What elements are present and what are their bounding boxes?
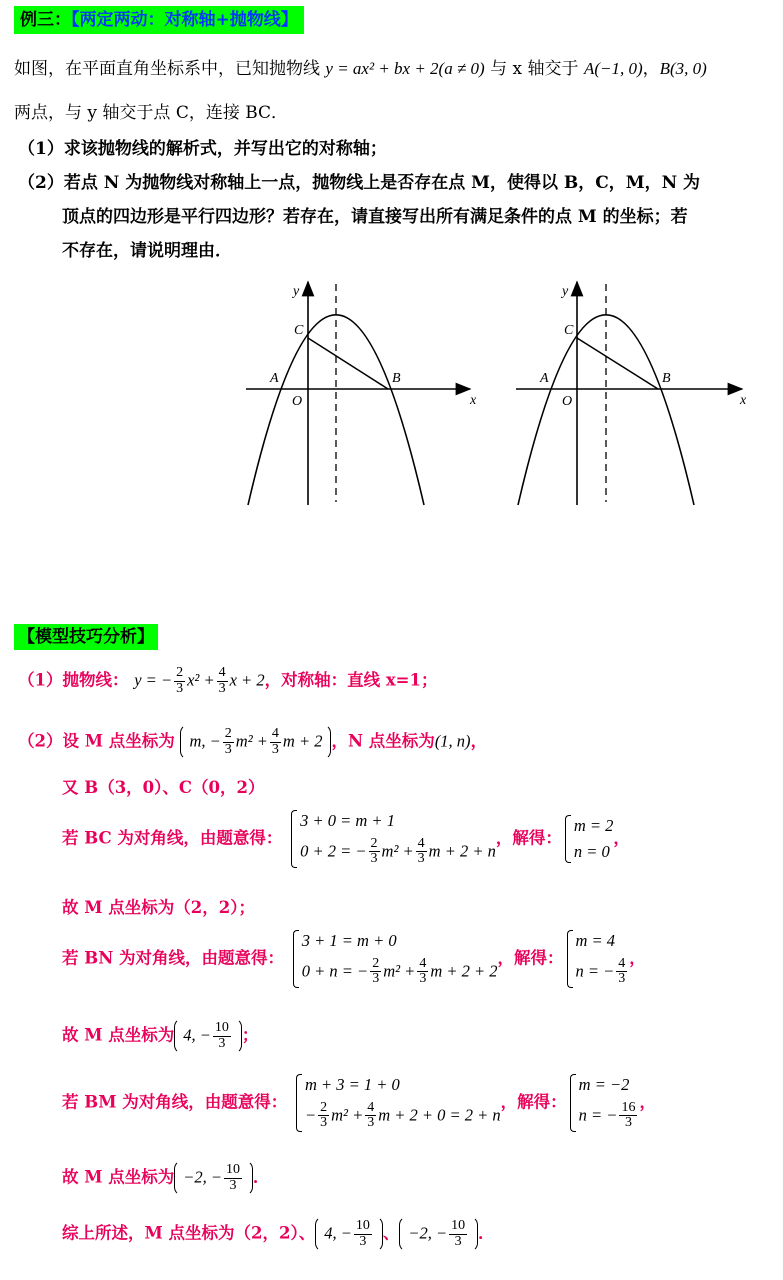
symmetry-axis-text: ，对称轴：直线 x=1； <box>264 670 438 690</box>
summary <box>62 1216 495 1252</box>
analysis-title: 【模型技巧分析】 <box>18 627 154 647</box>
case-label: 若 BM 为对角线，由题意得： <box>62 1092 288 1112</box>
segment-bc <box>577 338 658 389</box>
separator: ， <box>470 731 488 751</box>
problem-line-1 <box>14 58 707 80</box>
question-1: （1）求该抛物线的解析式，并写出它的对称轴； <box>18 139 387 159</box>
result-prefix: 故 M 点坐标为 <box>62 1167 175 1187</box>
eq-part: x² + <box>187 670 215 690</box>
solution-system: m = 2 n = 0 <box>562 813 614 865</box>
label-a: A <box>540 371 549 386</box>
step-2-label: （2）设 M 点坐标为 <box>18 731 175 751</box>
m-result: 4, − $\frac{10}{3}$ <box>315 1216 383 1252</box>
figure-1 <box>246 282 477 505</box>
m-result: 4, − $\frac{10}{3}$ <box>174 1018 242 1054</box>
separator: ， <box>629 948 646 968</box>
example-title: 【两定两动：对称轴+抛物线】 <box>71 10 298 30</box>
question-2-line-2: 顶点的四边形是平行四边形？若存在，请直接写出所有满足条件的点 M 的坐标；若 <box>62 207 688 227</box>
solution-system: m = −2 n = − $\frac{16}{3}$ <box>567 1072 640 1134</box>
solve-label: ，解得： <box>500 1092 567 1112</box>
case-bn-result <box>62 1018 258 1054</box>
m-coordinate: m, − $\frac{2}{3}$ m² + $\frac{4}{3}$ m + 2 <box>180 724 331 760</box>
step-1-label: （1）抛物线： <box>18 670 129 690</box>
eq-part: y = − <box>134 670 173 690</box>
n-intro: ，N 点坐标为 <box>331 731 435 751</box>
n-coordinate: (1, n) <box>434 731 471 751</box>
equation-system: m + 3 = 1 + 0 − $\frac{2}{3}$ m² + $\frac{4}{3}$ m + 2 + 0 = 2 + n <box>293 1072 501 1134</box>
case-label: 若 BN 为对角线，由题意得： <box>62 948 285 968</box>
equation-system: 3 + 1 = m + 0 0 + n = − $\frac{2}{3}$ m² + $\frac{4}{3}$ m + 2 + 2 <box>290 928 498 990</box>
label-x: x <box>470 393 477 408</box>
label-c: C <box>564 323 574 338</box>
analysis-step-2 <box>18 724 487 760</box>
segment-bc <box>308 338 388 389</box>
solve-label: ，解得： <box>497 948 564 968</box>
label-x: x <box>740 393 747 408</box>
separator: ， <box>639 1092 656 1112</box>
eq-part: x + 2 <box>229 670 265 690</box>
m-result: −2, − $\frac{10}{3}$ <box>174 1160 253 1196</box>
m-result: −2, − $\frac{10}{3}$ <box>399 1216 478 1252</box>
label-a: A <box>270 371 279 386</box>
fraction: $\frac{4}{3}$ <box>218 665 226 696</box>
solve-label: ，解得： <box>495 828 562 848</box>
result-prefix: 故 M 点坐标为 <box>62 1025 175 1045</box>
label-o: O <box>292 394 303 409</box>
question-2-line-3: 不存在，请说明理由． <box>62 241 232 261</box>
example-header <box>14 6 304 34</box>
label-b: B <box>662 371 671 386</box>
case-bc <box>62 808 630 870</box>
summary-label: 综上所述，M 点坐标为（2，2）、 <box>62 1223 316 1243</box>
figure-graphs <box>0 270 783 520</box>
point-a: A(−1, 0) <box>583 59 643 78</box>
analysis-step-1 <box>18 666 437 696</box>
problem-intro-b: 与 x 轴交于 <box>490 59 579 79</box>
separator: ， <box>613 828 630 848</box>
label-c: C <box>294 323 304 338</box>
equation-system: 3 + 0 = m + 1 0 + 2 = − $\frac{2}{3}$ m² + $\frac{4}{3}$ m + 2 + n <box>288 808 496 870</box>
label-o: O <box>562 394 573 409</box>
case-bc-result: 故 M 点坐标为（2，2）； <box>62 898 255 917</box>
solution-system: m = 4 n = − $\frac{4}{3}$ <box>564 928 630 990</box>
case-bm-result <box>62 1160 270 1196</box>
separator: ． <box>253 1167 270 1187</box>
problem-line-2: 两点，与 y 轴交于点 C，连接 BC． <box>14 103 289 123</box>
question-2-line-1: （2）若点 N 为抛物线对称轴上一点，抛物线上是否存在点 M，使得以 B，C，M，N 为 <box>18 173 701 193</box>
separator: ； <box>241 1025 259 1045</box>
figure-2 <box>516 282 747 505</box>
analysis-header <box>14 624 158 650</box>
problem-intro: 如图，在平面直角坐标系中，已知抛物线 <box>14 59 320 79</box>
known-points: 又 B（3，0）、C（0，2） <box>62 778 265 797</box>
separator: ． <box>478 1223 495 1243</box>
point-b: B(3, 0) <box>659 59 707 78</box>
separator: 、 <box>382 1223 400 1243</box>
parabola-equation: y = ax² + bx + 2(a ≠ 0) <box>325 59 485 78</box>
case-label: 若 BC 为对角线，由题意得： <box>62 828 283 848</box>
label-y: y <box>293 284 300 299</box>
example-label: 例三： <box>20 10 71 30</box>
separator: ， <box>642 59 660 79</box>
fraction: $\frac{2}{3}$ <box>176 665 184 696</box>
case-bn <box>62 928 646 990</box>
case-bm <box>62 1072 656 1134</box>
label-y: y <box>562 284 569 299</box>
label-b: B <box>392 371 401 386</box>
